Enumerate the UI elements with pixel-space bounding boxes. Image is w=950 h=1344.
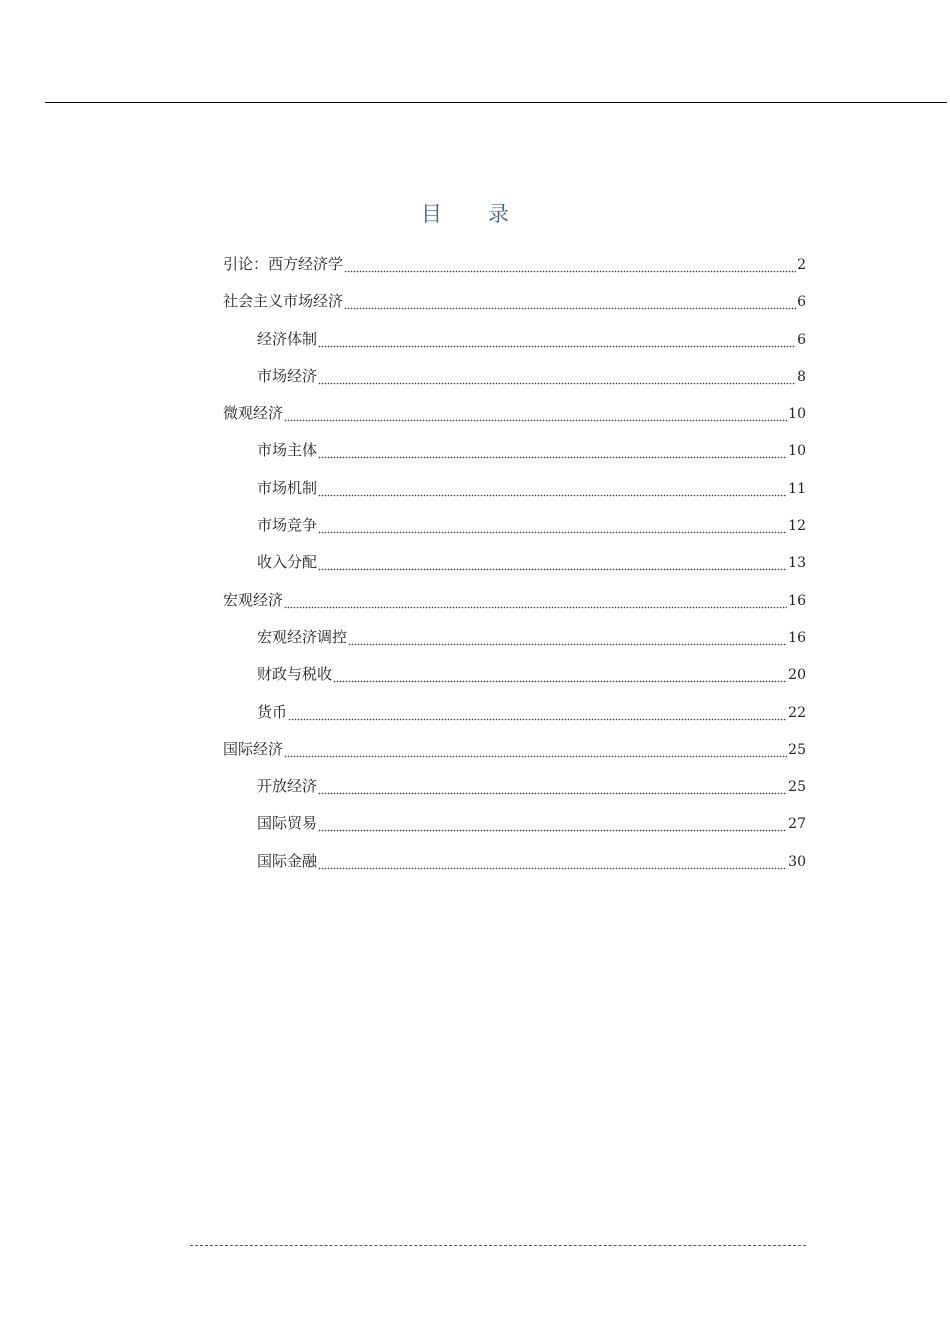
toc-entry-page-number: 16 [788,592,806,609]
toc-entry[interactable] [223,731,806,768]
toc-entry-label: 市场主体 [257,441,318,460]
toc-entry-label: 市场竞争 [257,516,318,535]
toc-entry[interactable] [223,843,806,880]
toc-entry-label: 国际金融 [257,851,318,870]
toc-entry-page-number: 6 [797,294,806,311]
toc-entry[interactable] [223,507,806,544]
header-rule [45,102,947,103]
toc-entry[interactable] [223,283,806,320]
toc-entry-label: 宏观经济调控 [257,627,348,646]
toc-entry-label: 社会主义市场经济 [223,292,344,311]
toc-entry-page-number: 27 [788,816,806,833]
toc-entry-page-number: 11 [788,480,806,497]
toc-dot-leader [318,843,787,880]
toc-dot-leader [318,470,787,507]
toc-dot-leader [333,656,787,693]
toc-dot-leader [284,731,787,768]
toc-entry-label: 微观经济 [223,404,284,423]
toc-entry-page-number: 30 [788,853,806,870]
toc-entry-page-number: 6 [797,331,806,348]
toc-entry[interactable] [223,582,806,619]
toc-entry[interactable] [223,358,806,395]
toc-entry[interactable] [223,470,806,507]
toc-entry-page-number: 25 [788,779,806,796]
toc-dot-leader [318,805,787,842]
toc-dot-leader [344,246,796,283]
toc-entry[interactable] [223,246,806,283]
toc-title: 目录 [421,202,555,226]
toc-entry-page-number: 10 [788,443,806,460]
toc-dot-leader [284,395,787,432]
toc-entry-label: 市场经济 [257,366,318,385]
toc-entry-label: 财政与税收 [257,665,333,684]
toc-entry[interactable] [223,432,806,469]
toc-entry-label: 市场机制 [257,478,318,497]
toc-dot-leader [318,358,796,395]
toc-entry-label: 经济体制 [257,329,318,348]
toc-dot-leader [318,432,787,469]
toc-entry-page-number: 20 [788,667,806,684]
toc-dot-leader [318,768,787,805]
toc-entry-page-number: 2 [797,257,806,273]
toc-entry-label: 货币 [257,702,288,721]
toc-entry[interactable] [223,321,806,358]
toc-entry-label: 开放经济 [257,777,318,796]
footer-rule [190,1245,806,1246]
toc-entry-page-number: 25 [788,741,806,758]
toc-entry-label: 国际经济 [223,739,284,758]
toc-entry-label: 引论：西方经济学 [223,255,344,273]
toc-entry-label: 宏观经济 [223,590,284,609]
toc-entry-page-number: 22 [788,704,806,721]
toc-entry-page-number: 12 [788,518,806,535]
toc-entry-page-number: 16 [788,629,806,646]
toc-entry[interactable] [223,395,806,432]
toc-entry-page-number: 13 [788,555,806,572]
toc-entry[interactable] [223,656,806,693]
toc-entry[interactable] [223,694,806,731]
toc-entry[interactable] [223,619,806,656]
toc-entry-page-number: 10 [788,406,806,423]
toc-dot-leader [348,619,787,656]
toc-dot-leader [284,582,787,619]
toc-entry[interactable] [223,805,806,842]
toc-dot-leader [318,544,787,581]
toc-dot-leader [344,283,796,320]
toc-entry-label: 收入分配 [257,553,318,572]
toc-entry-label: 国际贸易 [257,814,318,833]
toc-dot-leader [318,507,787,544]
toc-entry[interactable] [223,544,806,581]
toc-dot-leader [318,321,796,358]
toc-list [223,246,806,880]
toc-entry[interactable] [223,768,806,805]
toc-entry-page-number: 8 [797,368,806,385]
toc-dot-leader [288,694,787,731]
